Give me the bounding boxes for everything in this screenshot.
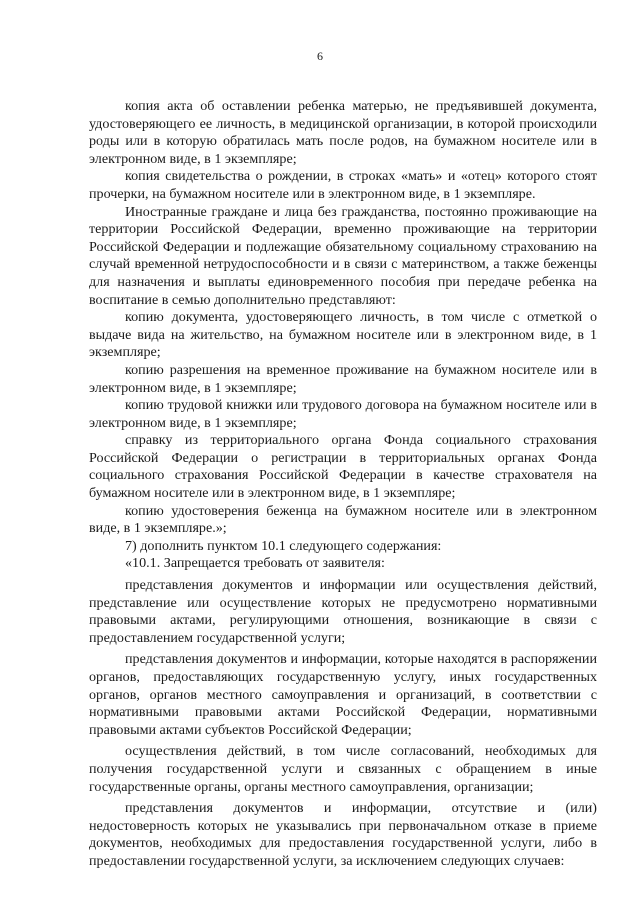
- paragraph: копия свидетельства о рождении, в строках «мать» и «отец» которого стоят прочерки, на бумажном носителе или в электронном виде, в 1 экземпляре.: [89, 168, 597, 202]
- page-number: 6: [317, 49, 323, 63]
- paragraph: осуществления действий, в том числе согласований, необходимых для получения государственной услуги и связанных с обращением в иные государственные органы, органы местного самоуправления, организации;: [89, 743, 597, 795]
- paragraph: копию удостоверения беженца на бумажном носителе или в электронном виде, в 1 экземпляре.»;: [89, 502, 597, 537]
- paragraph: 7) дополнить пунктом 10.1 следующего содержания:: [125, 537, 442, 554]
- paragraph: копия акта об оставлении ребенка матерью, не предъявившей документа, удостоверяющего ее личность, в медицинской организации, в которой происходили роды или в которую обратилась мать после родов, на бумажном носителе или в электронном виде, в 1 экземпляре;: [89, 98, 597, 167]
- paragraph: копию документа, удостоверяющего личность, в том числе с отметкой о выдаче вида на жительство, на бумажном носителе или в электронном виде, в 1 экземпляре;: [89, 309, 597, 361]
- paragraph: Иностранные граждане и лица без гражданства, постоянно проживающие на территории Российской Федерации, временно проживающие на территории Российской Федерации и подлежащие обязательному социальному страхованию на случай временной нетрудоспособности и в связи с материнством, а также беженцы для назначения и выплаты единовременного пособия при передаче ребенка на воспитание в семью дополнительно представляют:: [89, 203, 597, 308]
- paragraph: копию разрешения на временное проживание на бумажном носителе или в электронном виде, в 1 экземпляре;: [89, 361, 597, 396]
- paragraph: копию трудовой книжки или трудового договора на бумажном носителе или в электронном виде, в 1 экземпляре;: [89, 397, 597, 431]
- paragraph: справку из территориального органа Фонда социального страхования Российской Федерации о регистрации в территориальных органах Фонда социального страхования Российской Федерации в качестве страхователя на бумажном носителе или в электронном виде, в 1 экземпляре;: [89, 432, 597, 502]
- document-body: [89, 98, 597, 871]
- paragraph: представления документов и информации, которые находятся в распоряжении органов, предоставляющих государственную услугу, иных государственных органов, органов местного самоуправления и организаций, в соответствии с нормативными правовыми актами Российской Федерации, нормативными правовыми актами субъектов Российской Федерации;: [89, 651, 597, 738]
- paragraph: представления документов и информации, отсутствие и (или) недостоверность которых не указывались при первоначальном отказе в приеме документов, необходимых для предоставления государственной услуги, либо в предоставлении государственной услуги, за исключением следующих случаев:: [89, 800, 597, 869]
- paragraph: «10.1. Запрещается требовать от заявителя:: [125, 555, 385, 572]
- paragraph: представления документов и информации или осуществления действий, представление или осуществление которых не предусмотрено нормативными правовыми актами, регулирующими отношения, возникающие в связи с предоставлением государственной услуги;: [89, 577, 597, 646]
